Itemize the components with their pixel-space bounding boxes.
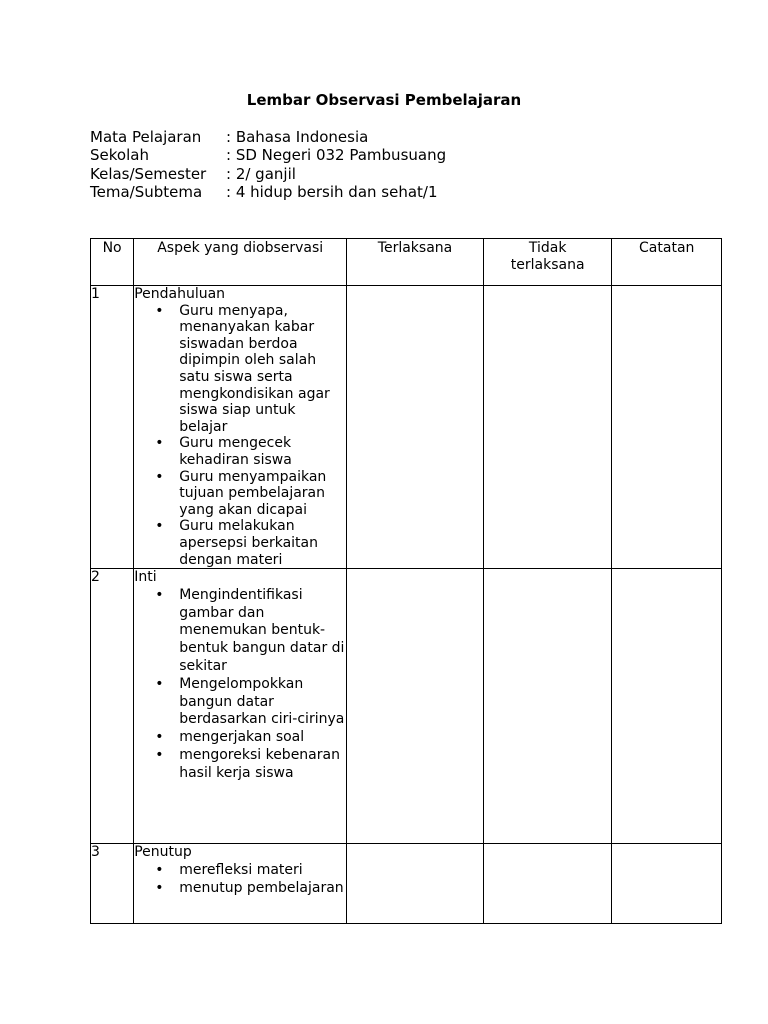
info-value: : 2/ ganjil	[226, 164, 296, 183]
info-value: : SD Negeri 032 Pambusuang	[226, 146, 447, 165]
table-row	[91, 286, 722, 569]
info-label: Tema/Subtema	[90, 182, 203, 201]
table-header-row	[91, 239, 722, 286]
tidak-terlaksana-cell[interactable]	[483, 569, 612, 844]
header-tidak-line1: Tidak	[528, 240, 567, 256]
header-tidak-line2: terlaksana	[510, 257, 585, 273]
row-number: 2	[91, 569, 134, 844]
terlaksana-cell[interactable]	[347, 569, 484, 844]
info-label: Sekolah	[90, 146, 149, 165]
aspect-list	[134, 862, 346, 898]
info-block	[90, 128, 446, 201]
info-row-mata-pelajaran	[90, 128, 446, 146]
list-item: • Mengindentifikasi gambar dan menemukan bentuk-bentuk bangun datar di sekitar	[179, 587, 346, 676]
document-title: Lembar Observasi Pembelajaran	[246, 91, 522, 109]
section-label: Pendahuluan	[134, 286, 226, 302]
section-label: Inti	[134, 569, 157, 586]
section-label: Penutup	[134, 844, 192, 861]
aspect-cell	[134, 286, 347, 569]
terlaksana-cell[interactable]	[347, 286, 484, 569]
table-row	[91, 844, 722, 924]
table-row	[91, 569, 722, 844]
list-item: • Mengelompokkan bangun datar berdasarkan ciri-cirinya	[179, 676, 346, 729]
header-catatan: Catatan	[612, 239, 722, 286]
list-item: • Guru menyampaikan tujuan pembelajaran yang akan dicapai	[179, 469, 346, 519]
observation-table	[90, 238, 722, 924]
catatan-cell[interactable]	[612, 286, 722, 569]
tidak-terlaksana-cell[interactable]	[483, 844, 612, 924]
info-label: Kelas/Semester	[90, 164, 207, 183]
list-item: • Guru melakukan apersepsi berkaitan dengan materi	[179, 518, 346, 568]
aspect-list	[134, 587, 346, 783]
header-no: No	[91, 239, 134, 286]
header-aspek: Aspek yang diobservasi	[134, 239, 347, 286]
list-item: • mengerjakan soal	[179, 729, 346, 747]
terlaksana-cell[interactable]	[347, 844, 484, 924]
aspect-list	[134, 303, 346, 569]
info-row-sekolah	[90, 146, 446, 164]
aspect-cell	[134, 569, 347, 844]
row-number: 1	[91, 286, 134, 569]
info-value: : Bahasa Indonesia	[226, 128, 369, 146]
info-row-tema-subtema	[90, 183, 446, 201]
info-row-kelas-semester	[90, 165, 446, 183]
header-terlaksana: Terlaksana	[347, 239, 484, 286]
aspect-cell	[134, 844, 347, 924]
list-item: • Guru menyapa, menanyakan kabar siswadan berdoa dipimpin oleh salah satu siswa serta mengkondisikan agar siswa siap untuk belajar	[179, 303, 346, 436]
header-tidak-terlaksana	[483, 239, 612, 286]
catatan-cell[interactable]	[612, 569, 722, 844]
list-item: • menutup pembelajaran	[179, 880, 346, 898]
info-label: Mata Pelajaran	[90, 128, 202, 146]
info-value: : 4 hidup bersih dan sehat/1	[226, 182, 438, 201]
catatan-cell[interactable]	[612, 844, 722, 924]
list-item: • Guru mengecek kehadiran siswa	[179, 435, 346, 468]
row-number: 3	[91, 844, 134, 924]
tidak-terlaksana-cell[interactable]	[483, 286, 612, 569]
list-item: • mengoreksi kebenaran hasil kerja siswa	[179, 747, 346, 783]
list-item: • merefleksi materi	[179, 862, 346, 880]
